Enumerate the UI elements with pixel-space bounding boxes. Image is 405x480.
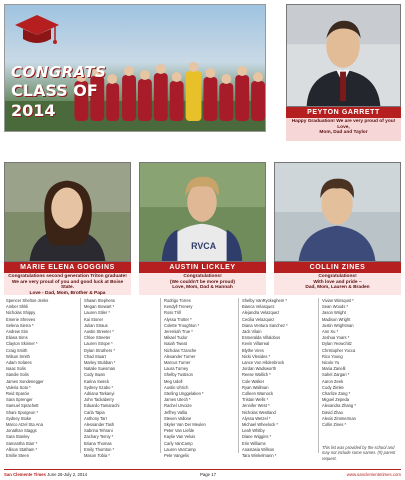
graduate-name: Skyler Van Der Meulen — [164, 422, 206, 428]
column-divider — [318, 298, 319, 453]
austin-message-sub: (We couldn't be more proud) — [169, 279, 235, 285]
graduate-name: Amber Shkli — [6, 304, 29, 310]
graduate-name: Eliana Sims — [6, 335, 28, 341]
graduate-name: Sterling Unggelaken * — [164, 391, 204, 397]
peyton-garrett-name: PEYTON GARRETT — [286, 107, 401, 118]
graduate-name: Reese Wallich * — [242, 372, 271, 378]
graduate-name: Steven Vallone — [164, 415, 192, 421]
graduate-name: Julian Straus — [84, 322, 108, 328]
graduate-name: Isaac Solis — [6, 366, 26, 372]
austin-sign: Love, Mom, Dad & Hannah — [172, 285, 233, 291]
graduate-name: Pete Vangelis — [164, 453, 189, 459]
graduate-name: Alyssa Wetzel * — [242, 415, 271, 421]
graduate-name: Jason Wright — [322, 310, 346, 316]
graduate-name: Joshua Yoars * — [322, 335, 350, 341]
graduate-name: Jonathan Staggs — [6, 428, 37, 434]
graduate-name: Esmeralda Villalobos — [242, 335, 281, 341]
collin-zines-photo — [274, 162, 401, 262]
graduate-name: Cody Zimke — [322, 384, 344, 390]
graduate-name: Rodrigo Torres — [164, 298, 191, 303]
peyton-garrett-photo — [286, 4, 401, 107]
collin-sign: Dad, Mom, Lauren & Braden — [305, 285, 370, 291]
graduate-name: Karina Sweck — [84, 378, 110, 384]
graduate-name: Chad Stuart — [84, 353, 106, 359]
graduate-name: John Tackaberry — [84, 397, 114, 403]
peyton-sign-line1: Love, — [337, 124, 350, 130]
banner-title-year: 2014 — [11, 101, 56, 120]
collin-zines-name: COLLIN ZINES — [274, 262, 401, 273]
graduate-name: Lance Von Hildenbrock — [242, 360, 285, 366]
graduate-name: Carla Tapia — [84, 409, 105, 415]
graduate-name: Isaiah Tweat — [164, 341, 187, 347]
page-footer — [4, 469, 401, 478]
graduate-name: Rachel Urvoize — [164, 403, 192, 409]
graduate-list-column-4 — [242, 298, 318, 459]
footer-website-link[interactable]: www.sanclementetimes.com — [346, 472, 401, 477]
class-of-2014-banner — [4, 4, 266, 132]
graduate-name: Shelby VanRyckeghem * — [242, 298, 287, 303]
graduate-name: Valeria Soto * — [6, 384, 31, 390]
graduate-name: Cecilia Velazquez — [242, 316, 275, 322]
graduate-name: Jennifer West * — [242, 403, 270, 409]
graduate-name: David Zhao — [322, 409, 343, 415]
graduate-name: Shawn Stephens — [84, 298, 115, 303]
banner-title-class-of: CLASS OF — [11, 81, 98, 100]
column-divider — [238, 298, 239, 453]
austin-lickley-photo — [139, 162, 266, 262]
graduate-name: Nicholas Westland — [242, 409, 276, 415]
graduate-name: Lauren Strope * — [84, 341, 113, 347]
graduate-name: Dylan Yeowchitz — [322, 341, 352, 347]
graduate-name: Sabrina Tehrani — [84, 428, 113, 434]
graduate-name: Zachary Temiy * — [84, 434, 114, 440]
collin-zines-message — [274, 273, 401, 295]
graduate-name: Andrew Sim — [6, 329, 29, 335]
graduate-name: Dylan Struthers * — [84, 347, 115, 353]
column-divider — [80, 298, 81, 453]
graduate-name: Aaron Zeek — [322, 378, 344, 384]
graduate-name: Jeffrey Vallia — [164, 409, 188, 415]
footer-left — [4, 472, 87, 477]
peyton-message-text: Happy Graduation! We are very proud of you! — [291, 119, 396, 124]
graduate-name: Emily Thornton * — [84, 446, 115, 452]
graduate-name: James Sondenegger — [6, 378, 44, 384]
graduate-name: Chloe Streeter — [84, 335, 111, 341]
graduate-name: Sydney Szabo * — [84, 384, 114, 390]
graduate-name: Jeremiah True * — [164, 329, 193, 335]
graduate-name: Anthony Tarr — [84, 415, 108, 421]
graduate-name: Shelby Tustison — [164, 372, 193, 378]
graduate-name: Eduardo Tamarachi — [84, 403, 120, 409]
graduate-name: Sara Stanley — [6, 434, 30, 440]
marie-goggins-name: MARIE ELENA GOGGINS — [4, 262, 131, 273]
graduate-name: Vivian Winsqust * — [322, 298, 354, 303]
svg-text:RVCA: RVCA — [191, 241, 217, 252]
footer-date: June 26-July 2, 2014 — [47, 472, 88, 477]
graduate-name: Sandie Solis — [6, 372, 29, 378]
graduate-name: Allison Statham * — [6, 446, 38, 452]
graduate-name: Marley Stubban * — [84, 360, 116, 366]
marie-message-text: Congratulations second generation Triton graduate! We are very proud of you and good luck at Boise State. — [8, 274, 127, 291]
graduate-name: Clayton Skinner * — [6, 341, 38, 347]
graduate-name: Reid Sparcie — [6, 391, 30, 397]
graduate-name: Craig Smith — [6, 347, 28, 353]
graduate-name: Peter Van Liefde — [164, 428, 195, 434]
graduate-name: Leah Whitby — [242, 428, 265, 434]
austin-message-text: Congratulations! — [183, 274, 222, 279]
banner-title-congrats: CONGRATS — [11, 63, 107, 81]
graduate-name: Rico Young — [322, 353, 343, 359]
graduate-name: Bianca Velasquez — [242, 304, 275, 310]
graduate-name: Nicholas Shippy — [6, 310, 36, 316]
graduate-name: Samantha Starr * — [6, 440, 38, 446]
graduate-name: Mason Tobia * — [84, 453, 110, 459]
graduate-name: Kendyll Trenery — [164, 304, 193, 310]
graduate-name: Kevin Villarreal — [242, 341, 270, 347]
graduate-name: Justin Wrightman — [322, 322, 354, 328]
graduate-name: Alexis Zimmerman — [322, 415, 356, 421]
graduate-name: Jordan Wadsworth — [242, 366, 276, 372]
graduate-name: Spencer Shelton-Jenks — [6, 298, 49, 303]
graduate-name: Selena Sierra * — [6, 322, 34, 328]
graduate-name: Marcus Turner — [164, 360, 191, 366]
graduate-name: Wilson Smith — [6, 353, 30, 359]
graduate-name: Emilie Steen — [6, 453, 29, 459]
graduate-name: Ryan Wallman — [242, 384, 269, 390]
graduate-name: Maria Zanelli — [322, 366, 346, 372]
column-divider — [160, 298, 161, 453]
graduate-list-column-2 — [84, 298, 160, 459]
graduate-name: Emerie Shreves — [6, 316, 36, 322]
graduate-name: Lauren VanCamp — [164, 446, 196, 452]
graduate-name: Kaylie Van Veluis — [164, 434, 196, 440]
graduate-list-column-5 — [322, 298, 398, 428]
footer-paper-name: San Clemente Times — [4, 472, 46, 477]
graduate-name: Cody Swan — [84, 372, 105, 378]
graduate-name: Tristan Wells * — [242, 397, 269, 403]
graduate-name: Adam Solares — [6, 360, 32, 366]
graduate-name: Carly VanCamp — [164, 440, 193, 446]
austin-lickley-message — [139, 273, 266, 295]
marie-goggins-photo — [4, 162, 131, 262]
graduate-name: Meg Udell — [164, 378, 183, 384]
graduate-name: Tara Winkelmann * — [242, 453, 277, 459]
graduate-name: Shani Spurgeon * — [6, 409, 39, 415]
graduate-name: Colette Troughton * — [164, 322, 200, 328]
list-disclaimer-note: This list was provided by the school and may not include some names. (#) parent request. — [322, 445, 396, 461]
graduate-name: Alexandra Zhang * — [322, 403, 356, 409]
graduate-name: Cole Walker — [242, 378, 265, 384]
footer-page-number: Page 17 — [200, 472, 217, 477]
graduate-name: Austin Streeter * — [84, 329, 114, 335]
marie-sign: Love - Dad, Mom, Brother & Papa — [29, 290, 106, 296]
graduate-list-column-1 — [6, 298, 82, 459]
graduate-name: Ross Trill — [164, 310, 181, 316]
graduate-name: Diane Wiggins * — [242, 434, 272, 440]
graduate-name: Madison Wright — [322, 316, 351, 322]
graduate-name: Briana Thomas — [84, 440, 112, 446]
graduate-name: Charlize Zang * — [322, 391, 351, 397]
graduate-name: Anastasia Willson — [242, 446, 275, 452]
graduate-name: Alexander Turner — [164, 353, 196, 359]
graduate-name: Diana Ventura Sanchez * — [242, 322, 288, 328]
graduate-list-column-3 — [164, 298, 240, 459]
graduate-name: Ann Xu * — [322, 329, 339, 335]
graduate-name: Sara Sprenger — [6, 397, 33, 403]
collin-message-sub: With love and pride ~ — [313, 279, 362, 285]
graduate-name: Nicholas Tzanche — [164, 347, 197, 353]
graduate-name: Collin Zines * — [322, 422, 347, 428]
graduate-name: Marco Atzel Sta Ana — [6, 422, 43, 428]
graduate-name: Laura Turney — [164, 366, 189, 372]
austin-lickley-name: AUSTIN LICKLEY — [139, 262, 266, 273]
graduate-name: Lauren Stiler * — [84, 310, 110, 316]
graduate-name: Mikael Tudor — [164, 335, 188, 341]
graduate-name: Erin Williams — [242, 440, 266, 446]
graduate-name: James Utech * — [164, 397, 191, 403]
graduate-name: Jack Vilain — [242, 329, 262, 335]
graduate-name: Samuel Sprachett — [6, 403, 39, 409]
graduate-name: Alyssa Trotter * — [164, 316, 192, 322]
graduate-name: Colleen Warnock — [242, 391, 274, 397]
peyton-garrett-message — [286, 118, 401, 141]
peyton-sign-line2: Mom, Dad and Taylor — [319, 130, 368, 136]
graduate-name: Alessander Tash — [84, 422, 115, 428]
marie-goggins-message — [4, 273, 131, 295]
graduate-name: Megan Stewart * — [84, 304, 115, 310]
graduate-name: Adriana Tarkanyi — [84, 391, 115, 397]
graduate-name: Sydney Stoke — [6, 415, 32, 421]
graduate-name: Michael Wheelock * — [242, 422, 278, 428]
graduate-name: Nicki Vlesides * — [242, 353, 271, 359]
graduate-name: Sean Woods * — [322, 304, 349, 310]
graduate-name: Austin Uhrich — [164, 384, 189, 390]
graduate-name: Blythe Vires — [242, 347, 264, 353]
collin-message-text: Congratulations! — [318, 274, 357, 279]
graduation-cap-icon — [11, 11, 63, 51]
graduate-name: Kai Stoner — [84, 316, 104, 322]
graduate-name: Sahel Zargari * — [322, 372, 350, 378]
graduate-name: Miguel Zepeda — [322, 397, 350, 403]
graduate-name: Natalie Suesman — [84, 366, 116, 372]
graduate-name: Christopher Yocca — [322, 347, 356, 353]
graduate-name: Nicole Yu — [322, 360, 340, 366]
graduate-name: Alejandra Velazquez — [242, 310, 280, 316]
